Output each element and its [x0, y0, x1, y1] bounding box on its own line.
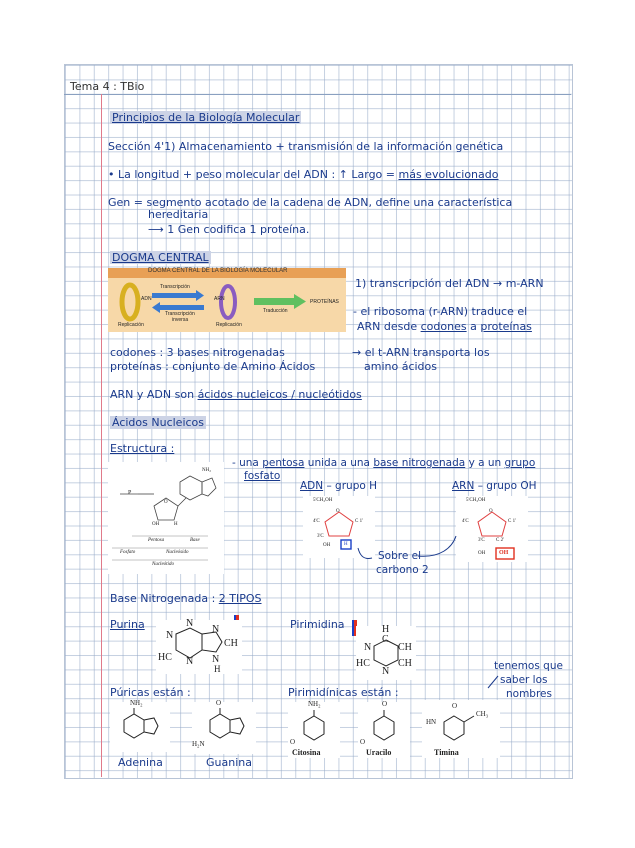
uracilo-label: Uracilo — [366, 748, 392, 757]
tenemos-line-3: nombres — [506, 688, 552, 700]
acidos-heading: Ácidos Nucleicos — [112, 416, 205, 429]
sobre-line-1: Sobre el — [378, 550, 422, 562]
base-nitrogenada-word: base nitrogenada — [373, 457, 466, 469]
dna-oh: OH — [323, 543, 331, 548]
dogma-inversa-2: inversa — [172, 317, 189, 323]
pyr-n-bottom: N — [382, 666, 390, 677]
guanina-o: O — [216, 699, 222, 707]
timina-o-top: O — [452, 702, 458, 710]
pyr-h: H — [382, 624, 390, 635]
rna-c1: C 1' — [508, 519, 516, 524]
pyr-n-left: N — [364, 642, 372, 653]
citosina-structure — [288, 702, 340, 758]
dogma-note-2b — [357, 320, 532, 333]
dogma-note-1: 1) transcripción del ADN → m-ARN — [355, 277, 544, 290]
t-arn-line-2: amino ácidos — [364, 360, 437, 373]
longitud-text: • La longitud + peso molecular del ADN : ↑ Largo = — [108, 168, 395, 181]
ribose-diagram — [456, 496, 528, 562]
citosina-nh2: NH₂ — [308, 700, 321, 708]
longitud-underlined: más evolucionado — [398, 168, 499, 181]
tenemos-line-1: tenemos que — [494, 660, 563, 672]
arn-adn-underlined: ácidos nucleicos / nucleótidos — [197, 388, 362, 401]
grupo-word: grupo — [504, 457, 536, 469]
dogma-arn: ARN — [214, 296, 225, 302]
arn-grupo-arn: ARN — [452, 480, 475, 492]
citosina-label: Citosina — [292, 748, 321, 757]
pentosa-mid: unida a una — [307, 457, 370, 469]
gen-line-3: ⟶ 1 Gen codifica 1 proteína. — [148, 223, 310, 236]
timina-label: Timina — [434, 748, 459, 757]
rna-oh-boxed: OH — [499, 550, 509, 556]
rna-c3: 3'C — [478, 538, 485, 543]
t-arn-line-1: → el t-ARN transporta los — [352, 346, 490, 359]
purine-ch: CH — [224, 638, 238, 649]
timina-ch3: CH₃ — [476, 710, 489, 718]
rna-c4: 4'C — [462, 519, 469, 524]
pyrimidine-ring-diagram — [356, 626, 416, 680]
timina-hn: HN — [426, 718, 437, 726]
gen-line-2: hereditaria — [148, 208, 209, 221]
nuc-nucleosido: Nucleósido — [166, 550, 189, 555]
codones-line: codones : 3 bases nitrogenadas — [110, 346, 285, 359]
base-nitro-tipos: 2 TIPOS — [218, 592, 262, 605]
dogma-diagram — [108, 268, 346, 332]
purine-n-left: N — [166, 630, 174, 641]
adenina-label: Adenina — [118, 756, 163, 769]
guanina-label: Guanina — [206, 756, 252, 769]
arn-adn-line — [110, 388, 362, 401]
dogma-diagram-title: DOGMA CENTRAL DE LA BIOLOGÍA MOLECULAR — [148, 268, 288, 274]
pyr-c-top: C — [382, 634, 389, 645]
estructura-heading: Estructura : — [110, 442, 175, 455]
seccion-line: Sección 4'1) Almacenamiento + transmisión de la información genética — [108, 140, 504, 153]
nuc-p: P — [128, 490, 132, 496]
pyr-ch-bottom: CH — [398, 658, 412, 669]
pentosa-line — [232, 457, 535, 469]
nuc-fosfato: Fosfato — [120, 550, 136, 555]
purine-hc: HC — [158, 652, 172, 663]
nuc-nh2: NH₂ — [202, 468, 211, 473]
page-title: Principios de la Biología Molecular — [112, 111, 300, 124]
pentosa-word: pentosa — [262, 457, 305, 469]
arn-adn-pre: ARN y ADN son — [110, 388, 195, 401]
note-2b-a: a — [470, 320, 477, 333]
uracilo-o-top: O — [382, 700, 388, 708]
dogma-inversa-1: Transcripción — [165, 311, 195, 317]
uracilo-structure — [358, 702, 410, 758]
adn-grupo-adn: ADN — [300, 480, 324, 492]
puricas-label: Púricas están : — [110, 686, 191, 699]
rna-c2: C 2' — [496, 538, 504, 543]
longitud-line — [108, 168, 498, 181]
arn-grupo-rest: – grupo OH — [477, 480, 537, 492]
proteinas-line: proteínas : conjunto de Amino Ácidos — [110, 360, 316, 373]
nuc-nucleotido: Nucleótido — [152, 562, 174, 567]
adn-grupo-rest: – grupo H — [326, 480, 378, 492]
nuc-pentosa: Pentosa — [148, 538, 165, 543]
purine-n-top: N — [186, 618, 194, 629]
citosina-o: O — [290, 738, 296, 746]
timina-structure — [422, 700, 500, 758]
dna-c1: C 1' — [355, 519, 363, 524]
base-nitrogenada-line — [110, 592, 262, 605]
nuc-oh-1: OH — [152, 522, 160, 527]
dogma-proteinas: PROTEÍNAS — [310, 299, 339, 305]
dogma-transcripcion: Transcripción — [160, 284, 190, 290]
note-2b-proteinas: proteínas — [480, 320, 532, 333]
dna-c3: 3'C — [317, 534, 324, 539]
deoxyribose-ring — [303, 496, 375, 558]
dogma-replicacion-1: Replicación — [118, 322, 144, 328]
pyr-ch-right: CH — [398, 642, 412, 653]
arn-grupo-label — [452, 480, 537, 492]
pentosa-mid2: y a un — [468, 457, 502, 469]
adenina-nh2: NH₂ — [130, 699, 143, 707]
gen-line-1: Gen = segmento acotado de la cadena de ADN, define una característica — [108, 196, 513, 209]
rna-ch2oh: 5'CH₂OH — [466, 498, 486, 503]
dna-h-boxed: H — [344, 542, 348, 547]
note-2b-pre: ARN desde — [357, 320, 418, 333]
purine-ring-diagram — [156, 620, 242, 674]
dogma-traduccion: Traducción — [263, 308, 288, 314]
margin-rule — [101, 94, 102, 777]
ribose-ring — [456, 496, 528, 562]
base-nitro-pre: Base Nitrogenada : — [110, 592, 216, 605]
pirimidinicas-label: Pirimidínicas están : — [288, 686, 399, 699]
nuc-o: O — [164, 500, 168, 505]
adenina-ring — [110, 702, 170, 752]
pyr-hc: HC — [356, 658, 370, 669]
purine-h: H — [214, 664, 221, 674]
purine-n-9: N — [212, 654, 220, 665]
dna-ch2oh: 5'CH₂OH — [313, 498, 333, 503]
guanina-structure — [192, 699, 256, 754]
note-2b-codones: codones — [420, 320, 467, 333]
nucleotide-diagram — [108, 462, 224, 574]
purine-n-7: N — [212, 624, 220, 635]
nuc-base: Base — [190, 538, 200, 543]
nuc-h: H — [174, 522, 178, 527]
header-rule — [64, 94, 571, 95]
dna-o: O — [336, 509, 340, 514]
sobre-line-2: carbono 2 — [376, 564, 429, 576]
fosfato-word: fosfato — [244, 470, 281, 482]
dogma-note-2a: - el ribosoma (r-ARN) traduce el — [353, 305, 528, 318]
purine-n-bottom: N — [186, 656, 194, 667]
pentosa-pre: - una — [232, 457, 259, 469]
rna-o: O — [489, 509, 493, 514]
rna-oh: OH — [478, 551, 486, 556]
dna-c4: 4'C — [313, 519, 320, 524]
pirimidina-label: Pirimidina — [290, 618, 345, 631]
adenina-structure — [110, 699, 170, 752]
purina-label: Purina — [110, 618, 145, 631]
tema-label: Tema 4 : TBio — [70, 80, 145, 93]
dogma-heading: DOGMA CENTRAL — [112, 251, 209, 264]
guanina-h2n: H₂N — [192, 740, 205, 748]
dogma-replicacion-2: Replicación — [216, 322, 242, 328]
nucleotide-structure — [108, 462, 224, 574]
deoxyribose-diagram — [303, 496, 375, 558]
uracilo-o: O — [360, 738, 366, 746]
tenemos-line-2: saber los — [500, 674, 548, 686]
adn-grupo-label — [300, 480, 377, 492]
dogma-adn: ADN — [141, 296, 152, 302]
